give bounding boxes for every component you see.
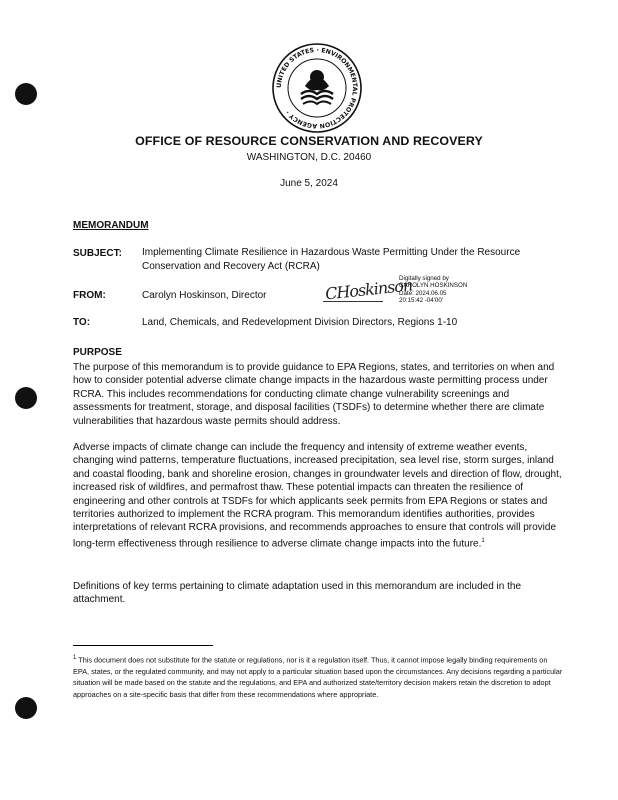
subject-label: SUBJECT: bbox=[73, 248, 122, 259]
digital-signature-line: Digitally signed by bbox=[399, 275, 449, 282]
memo-date: June 5, 2024 bbox=[280, 178, 338, 189]
purpose-paragraph-3: Definitions of key terms pertaining to climate adaptation used in this memorandum are included in the attachment. bbox=[73, 581, 522, 606]
footnote-divider bbox=[73, 645, 213, 646]
footnote-text: This document does not substitute for the statute or regulations, nor is it a regulation itself. Thus, it cannot impose legally binding requirements on EPA, states, or the regulated community, and may not apply to a particular situation based upon the circumstances. Any decisions regarding a particular situation will be made based on the statute and the regulations, and EPA and authorized state/territory decision makers retain the discretion to adopt approaches on a site-specific basis that differ from these recommendations where appropriate. bbox=[73, 655, 563, 699]
to-label: TO: bbox=[73, 317, 91, 328]
from-label: FROM: bbox=[73, 290, 106, 301]
handwritten-signature: CHoskinson bbox=[324, 275, 414, 304]
punch-hole-middle bbox=[15, 387, 37, 409]
punch-hole-top bbox=[15, 83, 37, 105]
footnote-marker: 1 bbox=[73, 655, 77, 661]
purpose-paragraph-1: The purpose of this memorandum is to provide guidance to EPA Regions, states, and territories on when and how to consider potential adverse climate change impacts in the hazardous waste permitting process under RCRA. This includes recommendations for conducting climate change vulnerability screenings and assessments for treatment, storage, and disposal facilities (TSDFs) to determine whether there are climate vulnerabilities that hazardous waste permits should address. bbox=[73, 362, 555, 427]
subject-value: Implementing Climate Resilience in Hazardous Waste Permitting Under the Resource Conservation and Recovery Act (RCRA) bbox=[142, 247, 521, 272]
to-value: Land, Chemicals, and Redevelopment Division Directors, Regions 1-10 bbox=[142, 317, 458, 328]
digital-signature-line: CAROLYN HOSKINSON bbox=[399, 282, 468, 290]
office-city: WASHINGTON, D.C. 20460 bbox=[246, 152, 372, 163]
purpose-heading: PURPOSE bbox=[73, 347, 122, 358]
from-value: Carolyn Hoskinson, Director bbox=[142, 290, 267, 301]
memorandum-title: MEMORANDUM bbox=[73, 220, 149, 231]
seal-ring-text: UNITED STATES · ENVIRONMENTAL PROTECTION AGENCY · bbox=[275, 46, 359, 130]
purpose-paragraph-2 bbox=[73, 441, 563, 551]
purpose-paragraph-2-text: Adverse impacts of climate change can include the frequency and intensity of extreme weather events, changing wind patterns, temperature fluctuations, increased precipitation, sea level rise, storm surges, inland and coastal flooding, bank and shoreline erosion, changes in groundwater levels and direction of flow, drought, increased risk of wildfires, and permafrost thaw. These potential impacts can threaten the resilience of engineering and other controls at TSDFs for which applicants seek permits from EPA Regions or states and territories authorized to implement the RCRA program. This memorandum identifies authorities, provides interpretations of relevant RCRA provisions, and recommends approaches to ensure that controls will provide long-term effectiveness through resilience to adverse climate change impacts into the future. bbox=[73, 442, 562, 550]
digital-signature-block bbox=[399, 275, 467, 305]
digital-signature-line: Date: 2024.06.05 bbox=[399, 289, 447, 297]
footnote-reference: 1 bbox=[481, 537, 485, 544]
signature-underline bbox=[323, 301, 383, 302]
epa-seal-logo bbox=[271, 42, 363, 134]
footnote bbox=[73, 653, 563, 700]
punch-hole-bottom bbox=[15, 697, 37, 719]
office-heading: OFFICE OF RESOURCE CONSERVATION AND RECOVERY bbox=[135, 134, 483, 148]
digital-signature-line: 20:15:42 -04'00' bbox=[399, 297, 443, 305]
